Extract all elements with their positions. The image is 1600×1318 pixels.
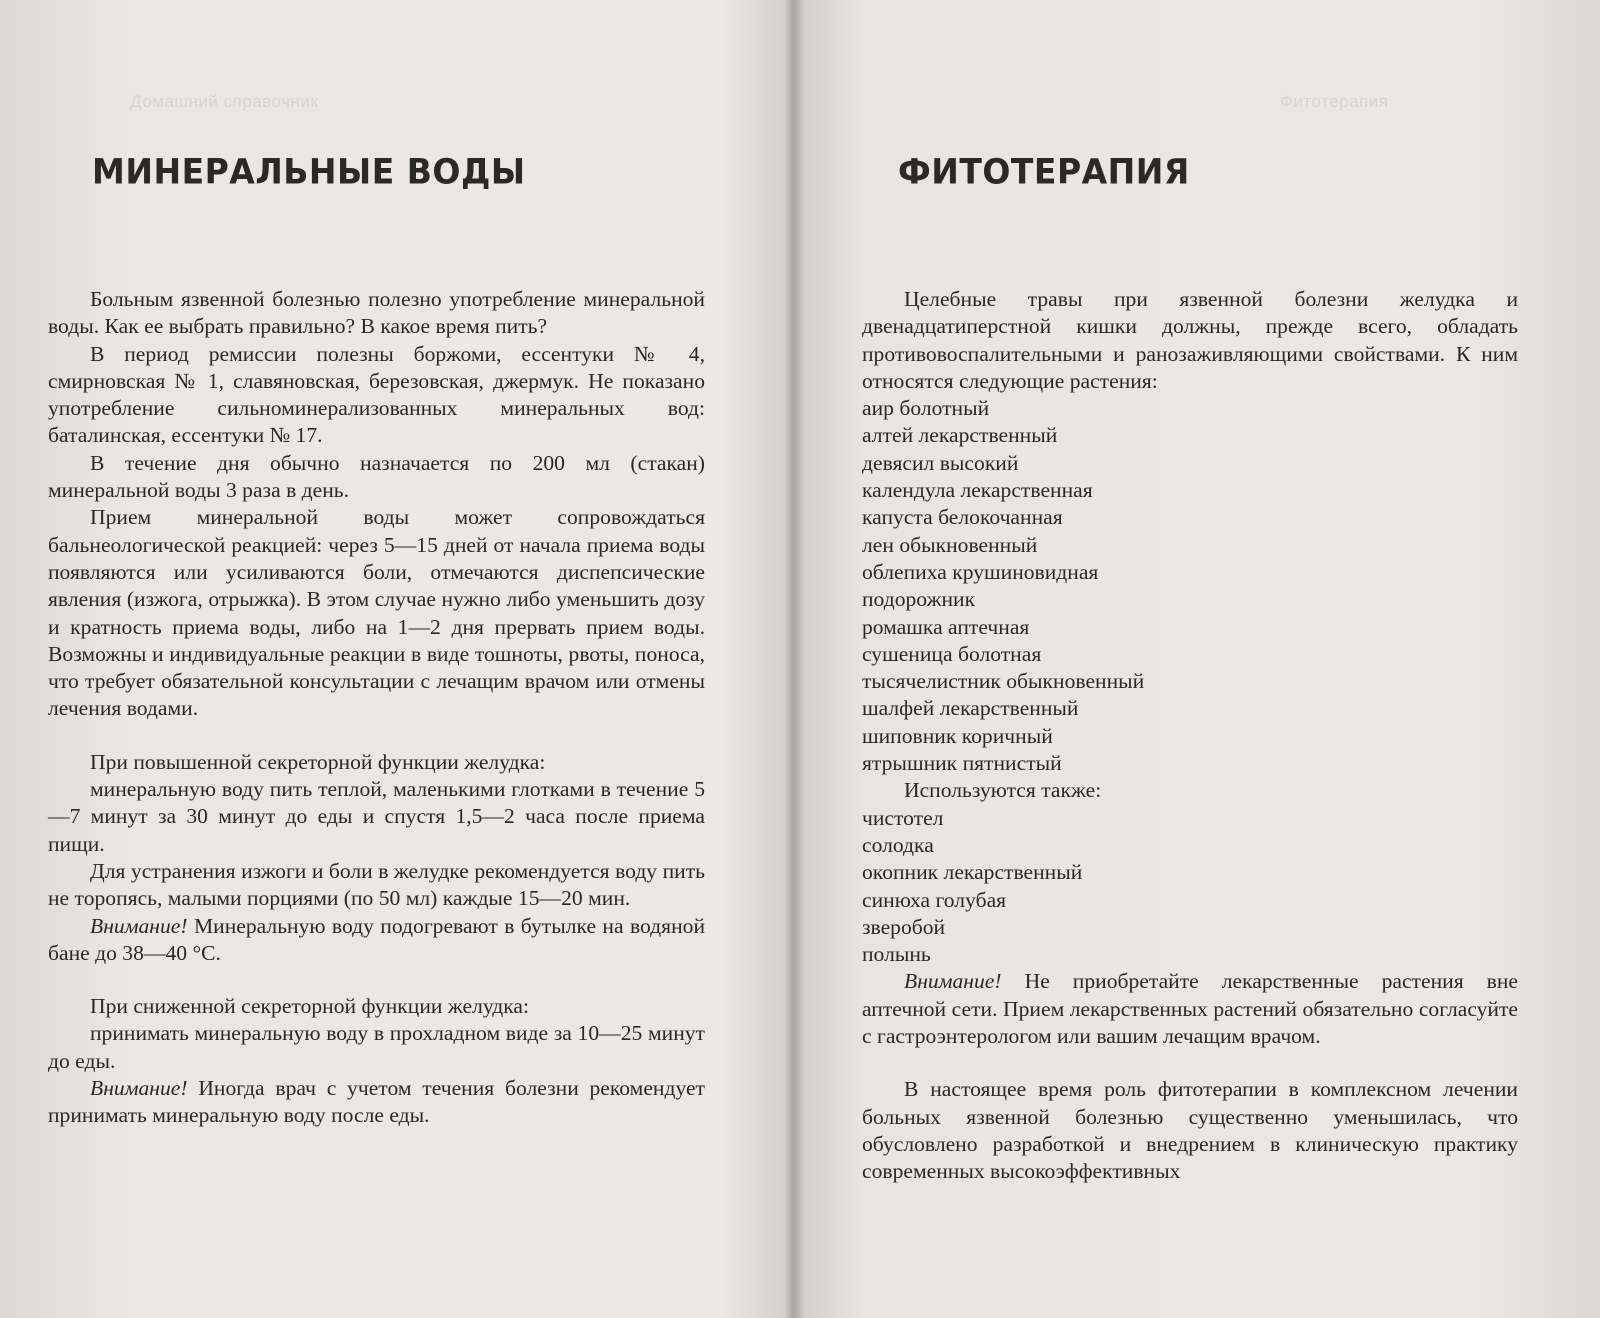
right-page-body	[862, 286, 1518, 1186]
list-item: подорожник	[862, 587, 976, 612]
list-item: сушеница болотная	[862, 641, 1042, 666]
note-text: Иногда врач с учетом течения болезни рекомендует принимать минеральную воду после еды.	[48, 1076, 705, 1128]
note-text: Не приобретайте лекарственные растения вне аптечной сети. Прием лекарственных растений обязательно согласуйте с гастроэнтерологом или вашим лечащим врачом.	[862, 969, 1518, 1049]
paragraph: В настоящее время роль фитотерапии в комплексном лечении больных язвенной болезнью существенно уменьшилась, что обусловлено разработкой и внедрением в клиническую практику современных высокоэффективных	[862, 1077, 1518, 1184]
list-item: чистотел	[862, 805, 944, 830]
list-item: лен обыкновенный	[862, 532, 1038, 557]
note-text: Минеральную воду подогревают в бутылке на водяной бане до 38—40 °С.	[48, 913, 705, 965]
list-item: алтей лекарственный	[862, 423, 1058, 448]
note-label: Внимание!	[90, 1076, 188, 1101]
list-item: ромашка аптечная	[862, 614, 1030, 639]
section-heading: При повышенной секреторной функции желудка:	[90, 749, 546, 774]
note	[862, 968, 1518, 1050]
list-item: ятрышник пятнистый	[862, 751, 1062, 776]
list-item: аир болотный	[862, 396, 990, 421]
list-item: солодка	[862, 832, 934, 857]
list-item: полынь	[862, 942, 931, 967]
right-page-title: ФИТОТЕРАПИЯ	[898, 151, 1190, 192]
left-ghost-header: Домашний справочник	[130, 92, 319, 111]
list-item: синюха голубая	[862, 887, 1007, 912]
list-item: шалфей лекарственный	[862, 696, 1079, 721]
also-used-heading: Используются также:	[904, 778, 1102, 803]
list-item: шиповник коричный	[862, 723, 1053, 748]
paragraph: Прием минеральной воды может сопровождаться бальнеологической реакцией: через 5—15 дней от начала приема воды появляются или усиливаются боли, отмечаются диспепсические явления (изжога, отрыжка). В этом случае нужно либо уменьшить дозу и кратность приема воды, либо на 1—2 дня прервать прием воды. Возможны и индивидуальные реакции в виде тошноты, рвоты, поноса, что требует обязательной консультации с лечащим врачом или отмены лечения водами.	[48, 505, 705, 721]
paragraph: Целебные травы при язвенной болезни желудка и двенадцатиперстной кишки должны, прежде всего, обладать противовоспалительными и ранозаживляющими свойствами. К ним относятся следующие растения:	[862, 287, 1518, 393]
paragraph: В период ремиссии полезны боржоми, ессентуки № 4, смирновская № 1, славяновская, березовская, джермук. Не показано употребление сильноминерализованных минеральных вод: баталинская, ессентуки № 17.	[48, 341, 705, 448]
paragraph: Для устранения изжоги и боли в желудке рекомендуется воду пить не торопясь, малыми порциями (по 50 мл) каждые 15—20 мин.	[48, 858, 705, 911]
list-item: тысячелистник обыкновенный	[862, 669, 1145, 694]
left-page-body	[48, 286, 705, 1130]
list-item: капуста белокочанная	[862, 505, 1063, 530]
right-ghost-header: Фитотерапия	[1280, 92, 1389, 111]
paragraph: принимать минеральную воду в прохладном виде за 10—25 минут до еды.	[48, 1021, 705, 1073]
also-plant-list	[862, 805, 1518, 969]
note-label: Внимание!	[904, 969, 1002, 994]
note	[48, 1075, 705, 1130]
left-page	[0, 0, 790, 1318]
paragraph: минеральную воду пить теплой, маленькими глотками в течение 5—7 минут за 30 минут до еды и спустя 1,5—2 часа после приема пищи.	[48, 777, 705, 856]
left-page-title: МИНЕРАЛЬНЫЕ ВОДЫ	[92, 151, 526, 192]
plant-list	[862, 395, 1518, 777]
paragraph: Больным язвенной болезнью полезно употребление минеральной воды. Как ее выбрать правильно? В какое время пить?	[48, 287, 705, 339]
list-item: зверобой	[862, 914, 946, 939]
list-item: окопник лекарственный	[862, 860, 1083, 885]
right-page	[800, 0, 1600, 1318]
section-heading: При сниженной секреторной функции желудка:	[90, 994, 530, 1019]
list-item: облепиха крушиновидная	[862, 559, 1099, 584]
paragraph: В течение дня обычно назначается по 200 мл (стакан) минеральной воды 3 раза в день.	[48, 450, 705, 503]
note	[48, 913, 705, 968]
list-item: календула лекарственная	[862, 478, 1093, 503]
note-label: Внимание!	[90, 913, 188, 938]
list-item: девясил высокий	[862, 450, 1019, 475]
